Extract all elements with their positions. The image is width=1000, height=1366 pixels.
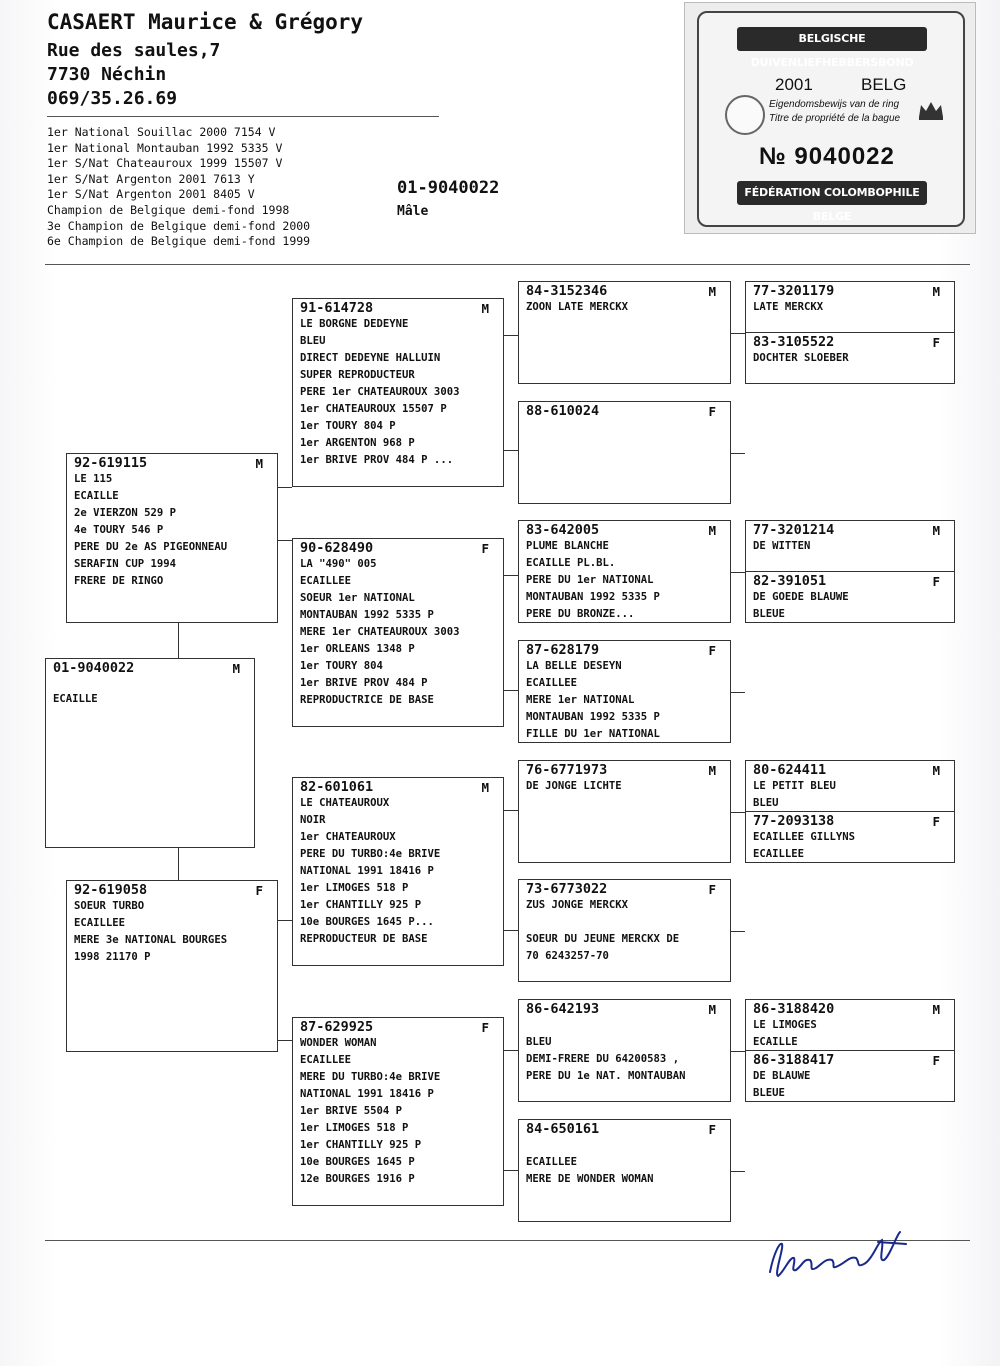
detail-line: DE GOEDE BLAUWE — [753, 591, 849, 603]
bird-details — [74, 898, 227, 966]
detail-line: DE JONGE LICHTE — [526, 780, 622, 792]
detail-line: LATE MERCKX — [753, 301, 824, 313]
sex-marker: F — [481, 541, 489, 556]
connector-line — [504, 335, 518, 336]
detail-line: DE WITTEN — [753, 540, 811, 552]
detail-line: 70 6243257-70 — [526, 950, 609, 962]
ring-number: 84-650161 — [526, 1121, 600, 1137]
subject-sex: Mâle — [397, 204, 429, 219]
certificate-frame — [697, 11, 965, 227]
dam-half — [746, 812, 954, 864]
connector-line — [278, 1040, 292, 1041]
connector-line — [504, 930, 518, 931]
sex-marker: F — [708, 1122, 716, 1137]
sex-marker: M — [932, 1002, 940, 1017]
ring-number: 87-629925 — [300, 1019, 374, 1035]
connector-line — [278, 540, 292, 541]
bird-details — [526, 1137, 654, 1188]
certificate-bottom-band: FÉDÉRATION COLOMBOPHILE BELGE — [737, 181, 927, 205]
subject-box — [45, 658, 255, 848]
great-great-grandparents-box — [745, 760, 955, 863]
sex-marker: M — [708, 284, 716, 299]
certificate-title-fr: Titre de propriété de la bague — [769, 113, 901, 124]
ring-number: 86-3188420 — [753, 1001, 835, 1017]
detail-line: PERE DU 1er NATIONAL — [526, 574, 654, 586]
ring-hole-icon — [725, 95, 765, 135]
bird-details — [300, 316, 459, 469]
great-grandparent-box — [518, 281, 731, 384]
detail-line: 1er LIMOGES 518 P — [300, 882, 409, 894]
connector-line — [731, 692, 745, 693]
detail-line: PERE DU BRONZE... — [526, 608, 635, 620]
connector-line — [278, 920, 292, 921]
detail-line: BLEU — [300, 335, 326, 347]
ring-number: 77-3201214 — [753, 522, 835, 538]
bird-details — [526, 538, 660, 623]
sex-marker: M — [708, 763, 716, 778]
certificate-top-band: BELGISCHE DUIVENLIEFHEBBERSBOND — [737, 27, 927, 51]
detail-line: LE CHATEAUROUX — [300, 797, 390, 809]
connector-line — [504, 1170, 518, 1171]
ring-number: 86-642193 — [526, 1001, 600, 1017]
detail-line: BLEU — [753, 797, 779, 809]
detail-line: PERE DU 1e NAT. MONTAUBAN — [526, 1070, 686, 1082]
connector-line — [504, 1050, 518, 1051]
sex-marker: M — [708, 1002, 716, 1017]
ring-number: 77-2093138 — [753, 813, 835, 829]
great-grandparent-box — [518, 640, 731, 743]
connector-line — [178, 623, 179, 658]
detail-line: LE PETIT BLEU — [753, 780, 836, 792]
connector-line — [731, 1051, 745, 1052]
ownership-certificate — [684, 2, 976, 234]
detail-line: ECAILLEE — [300, 1054, 352, 1066]
detail-line: 1er BRIVE PROV 484 P — [300, 677, 428, 689]
sire-box — [66, 453, 278, 623]
grandsire-maternal-box — [292, 777, 504, 966]
ring-number: 84-3152346 — [526, 283, 608, 299]
granddam-paternal-box — [292, 538, 504, 727]
top-rule — [45, 264, 970, 265]
detail-line: MERE DE WONDER WOMAN — [526, 1173, 654, 1185]
detail-line: 1er TOURY 804 — [300, 660, 383, 672]
detail-line: LE LIMOGES — [753, 1019, 817, 1031]
detail-line: DEMI-FRERE DU 64200583 , — [526, 1053, 680, 1065]
detail-line: MERE 1er NATIONAL — [526, 694, 635, 706]
bird-details — [753, 350, 849, 367]
bird-details — [753, 778, 836, 812]
breeder-city: 7730 Néchin — [47, 64, 167, 85]
great-grandparent-box — [518, 520, 731, 623]
achievement-item: 1er S/Nat Argenton 2001 7613 Y — [47, 171, 255, 186]
detail-line: 1er BRIVE PROV 484 P ... — [300, 454, 454, 466]
breeder-name: CASAERT Maurice & Grégory — [47, 10, 364, 34]
detail-line: NATIONAL 1991 18416 P — [300, 865, 434, 877]
detail-line: DE BLAUWE — [753, 1070, 811, 1082]
detail-line: 1er CHATEAUROUX 15507 P — [300, 403, 447, 415]
sex-marker: F — [255, 883, 263, 898]
detail-line: BLEU — [526, 1036, 552, 1048]
dam-half — [746, 333, 954, 385]
great-great-grandparents-box — [745, 281, 955, 384]
sex-marker: F — [708, 643, 716, 658]
bird-details — [753, 299, 823, 316]
detail-line: ECAILLEE — [526, 677, 578, 689]
detail-line: 1er BRIVE 5504 P — [300, 1105, 403, 1117]
sex-marker: F — [708, 882, 716, 897]
connector-line — [504, 690, 518, 691]
achievement-item: 1er National Montauban 1992 5335 V — [47, 140, 283, 155]
detail-line: MONTAUBAN 1992 5335 P — [526, 591, 660, 603]
bird-details — [753, 538, 810, 555]
detail-line: ECAILLE — [53, 693, 98, 705]
header-divider — [47, 116, 439, 117]
detail-line: NATIONAL 1991 18416 P — [300, 1088, 434, 1100]
detail-line: ECAILLE — [74, 490, 119, 502]
dam-half — [746, 572, 954, 624]
detail-line: ZUS JONGE MERCKX — [526, 899, 629, 911]
sex-marker: M — [932, 523, 940, 538]
certificate-number: № 9040022 — [759, 143, 895, 170]
achievement-item: 1er National Souillac 2000 7154 V — [47, 125, 276, 139]
breeder-phone: 069/35.26.69 — [47, 88, 178, 109]
certificate-year: 2001 — [775, 75, 813, 94]
ring-number: 91-614728 — [300, 300, 374, 316]
ring-number: 83-3105522 — [753, 334, 835, 350]
bird-details — [300, 1035, 440, 1188]
ring-number: 80-624411 — [753, 762, 827, 778]
detail-line: 1er TOURY 804 P — [300, 420, 396, 432]
detail-line: MONTAUBAN 1992 5335 P — [526, 711, 660, 723]
bird-details — [526, 778, 622, 795]
bird-details — [300, 556, 459, 709]
certificate-title-nl: Eigendomsbewijs van de ring — [769, 99, 900, 110]
sex-marker: M — [232, 661, 240, 676]
detail-line: SERAFIN CUP 1994 — [74, 558, 177, 570]
sex-marker: M — [708, 523, 716, 538]
grandsire-paternal-box — [292, 298, 504, 487]
detail-line: NOIR — [300, 814, 326, 826]
sex-marker: F — [481, 1020, 489, 1035]
great-grandparent-box — [518, 879, 731, 982]
detail-line: SOEUR 1er NATIONAL — [300, 592, 415, 604]
detail-line: LA BELLE DESEYN — [526, 660, 622, 672]
detail-line: PERE DU TURBO:4e BRIVE — [300, 848, 441, 860]
detail-line: 1er CHANTILLY 925 P — [300, 899, 422, 911]
sex-marker: M — [932, 284, 940, 299]
sex-marker: M — [481, 301, 489, 316]
ring-number: 82-601061 — [300, 779, 374, 795]
bird-details — [753, 829, 855, 863]
detail-line: FRERE DE RINGO — [74, 575, 164, 587]
ring-number: 87-628179 — [526, 642, 600, 658]
sex-marker: M — [932, 763, 940, 778]
bird-details — [526, 299, 628, 316]
detail-line: MERE 1er CHATEAUROUX 3003 — [300, 626, 460, 638]
detail-line: 1er ORLEANS 1348 P — [300, 643, 415, 655]
detail-line: REPRODUCTRICE DE BASE — [300, 694, 434, 706]
detail-line — [526, 914, 679, 931]
ring-number: 76-6771973 — [526, 762, 608, 778]
detail-line: LE 115 — [74, 473, 113, 485]
sex-marker: M — [255, 456, 263, 471]
ring-number: 92-619058 — [74, 882, 148, 898]
detail-line: 10e BOURGES 1645 P... — [300, 916, 434, 928]
detail-line: PERE 1er CHATEAUROUX 3003 — [300, 386, 460, 398]
dam-box — [66, 880, 278, 1052]
achievement-item: 1er S/Nat Argenton 2001 8405 V — [47, 187, 255, 202]
detail-line: SUPER REPRODUCTEUR — [300, 369, 415, 381]
ring-number: 90-628490 — [300, 540, 374, 556]
detail-line: PERE DU 2e AS PIGEONNEAU — [74, 541, 228, 553]
dam-half — [746, 1051, 954, 1103]
sex-marker: F — [932, 814, 940, 829]
detail-line: BLEUE — [753, 1087, 785, 1099]
detail-line: PLUME BLANCHE — [526, 540, 609, 552]
ring-number: 73-6773022 — [526, 881, 608, 897]
detail-line: 10e BOURGES 1645 P — [300, 1156, 415, 1168]
breeder-street: Rue des saules,7 — [47, 40, 221, 61]
achievements-list — [47, 125, 310, 250]
detail-line: 1er LIMOGES 518 P — [300, 1122, 409, 1134]
connector-line — [178, 848, 179, 880]
connector-line — [731, 931, 745, 932]
detail-line: ECAILLEE GILLYNS — [753, 831, 856, 843]
sex-marker: F — [932, 574, 940, 589]
connector-line — [504, 575, 518, 576]
ring-number: 83-642005 — [526, 522, 600, 538]
great-grandparent-box — [518, 760, 731, 863]
bird-details — [53, 691, 98, 708]
connector-line — [278, 487, 292, 488]
detail-line — [526, 1137, 654, 1154]
detail-line: 2e VIERZON 529 P — [74, 507, 177, 519]
detail-line: 4e TOURY 546 P — [74, 524, 164, 536]
connector-line — [504, 810, 518, 811]
detail-line: 1er CHATEAUROUX — [300, 831, 396, 843]
detail-line: 1998 21170 P — [74, 951, 151, 963]
detail-line: BLEUE — [753, 608, 785, 620]
sex-marker: F — [932, 335, 940, 350]
achievement-item: 3e Champion de Belgique demi-fond 2000 — [47, 218, 311, 233]
detail-line: ECAILLE PL.BL. — [526, 557, 616, 569]
crown-icon — [917, 99, 945, 121]
great-great-grandparents-box — [745, 520, 955, 623]
ring-number: 92-619115 — [74, 455, 148, 471]
subject-ring: 01-9040022 — [397, 178, 500, 198]
sex-marker: M — [481, 780, 489, 795]
ring-number: 86-3188417 — [753, 1052, 835, 1068]
sex-marker: F — [932, 1053, 940, 1068]
ring-number: 88-610024 — [526, 403, 600, 419]
bird-details — [753, 589, 849, 623]
detail-line: SOEUR DU JEUNE MERCKX DE — [526, 933, 680, 945]
great-great-grandparents-box — [745, 999, 955, 1102]
achievement-item: 6e Champion de Belgique demi-fond 1999 — [47, 234, 311, 249]
detail-line: LA "490" 005 — [300, 558, 377, 570]
bird-details — [526, 658, 660, 743]
detail-line: MERE DU TURBO:4e BRIVE — [300, 1071, 441, 1083]
detail-line: DIRECT DEDEYNE HALLUIN — [300, 352, 441, 364]
connector-line — [504, 450, 518, 451]
detail-line: 12e BOURGES 1916 P — [300, 1173, 415, 1185]
detail-line: LE BORGNE DEDEYNE — [300, 318, 409, 330]
great-grandparent-box — [518, 999, 731, 1102]
signature — [760, 1222, 920, 1292]
bird-details — [526, 897, 679, 965]
detail-line: ECAILLEE — [74, 917, 126, 929]
ring-number: 82-391051 — [753, 573, 827, 589]
bird-details — [300, 795, 440, 948]
bird-details — [74, 471, 227, 590]
connector-line — [731, 1171, 745, 1172]
detail-line: MONTAUBAN 1992 5335 P — [300, 609, 434, 621]
sex-marker: F — [708, 404, 716, 419]
connector-line — [731, 812, 745, 813]
detail-line: ECAILLEE — [300, 575, 352, 587]
ring-number: 01-9040022 — [53, 660, 135, 676]
detail-line: ZOON LATE MERCKX — [526, 301, 629, 313]
great-grandparent-box — [518, 1119, 731, 1222]
detail-line: ECAILLEE — [753, 848, 805, 860]
detail-line: DOCHTER SLOEBER — [753, 352, 849, 364]
detail-line: ECAILLE — [753, 1036, 798, 1048]
detail-line: MERE 3e NATIONAL BOURGES — [74, 934, 228, 946]
ring-number: 77-3201179 — [753, 283, 835, 299]
granddam-maternal-box — [292, 1017, 504, 1206]
achievement-item: 1er S/Nat Chateauroux 1999 15507 V — [47, 156, 283, 171]
detail-line: 1er ARGENTON 968 P — [300, 437, 415, 449]
great-grandparent-box — [518, 401, 731, 504]
bird-details — [753, 1017, 817, 1051]
connector-line — [731, 333, 745, 334]
detail-line: 1er CHANTILLY 925 P — [300, 1139, 422, 1151]
detail-line: ECAILLEE — [526, 1156, 578, 1168]
detail-line: WONDER WOMAN — [300, 1037, 377, 1049]
achievement-item: Champion de Belgique demi-fond 1998 — [47, 202, 290, 217]
bird-details — [753, 1068, 810, 1102]
detail-line: SOEUR TURBO — [74, 900, 145, 912]
detail-line: REPRODUCTEUR DE BASE — [300, 933, 428, 945]
connector-line — [731, 453, 745, 454]
connector-line — [731, 572, 745, 573]
bird-details — [526, 1017, 685, 1085]
certificate-country: BELG — [861, 75, 907, 94]
detail-line — [526, 1017, 685, 1034]
detail-line: FILLE DU 1er NATIONAL — [526, 728, 660, 740]
